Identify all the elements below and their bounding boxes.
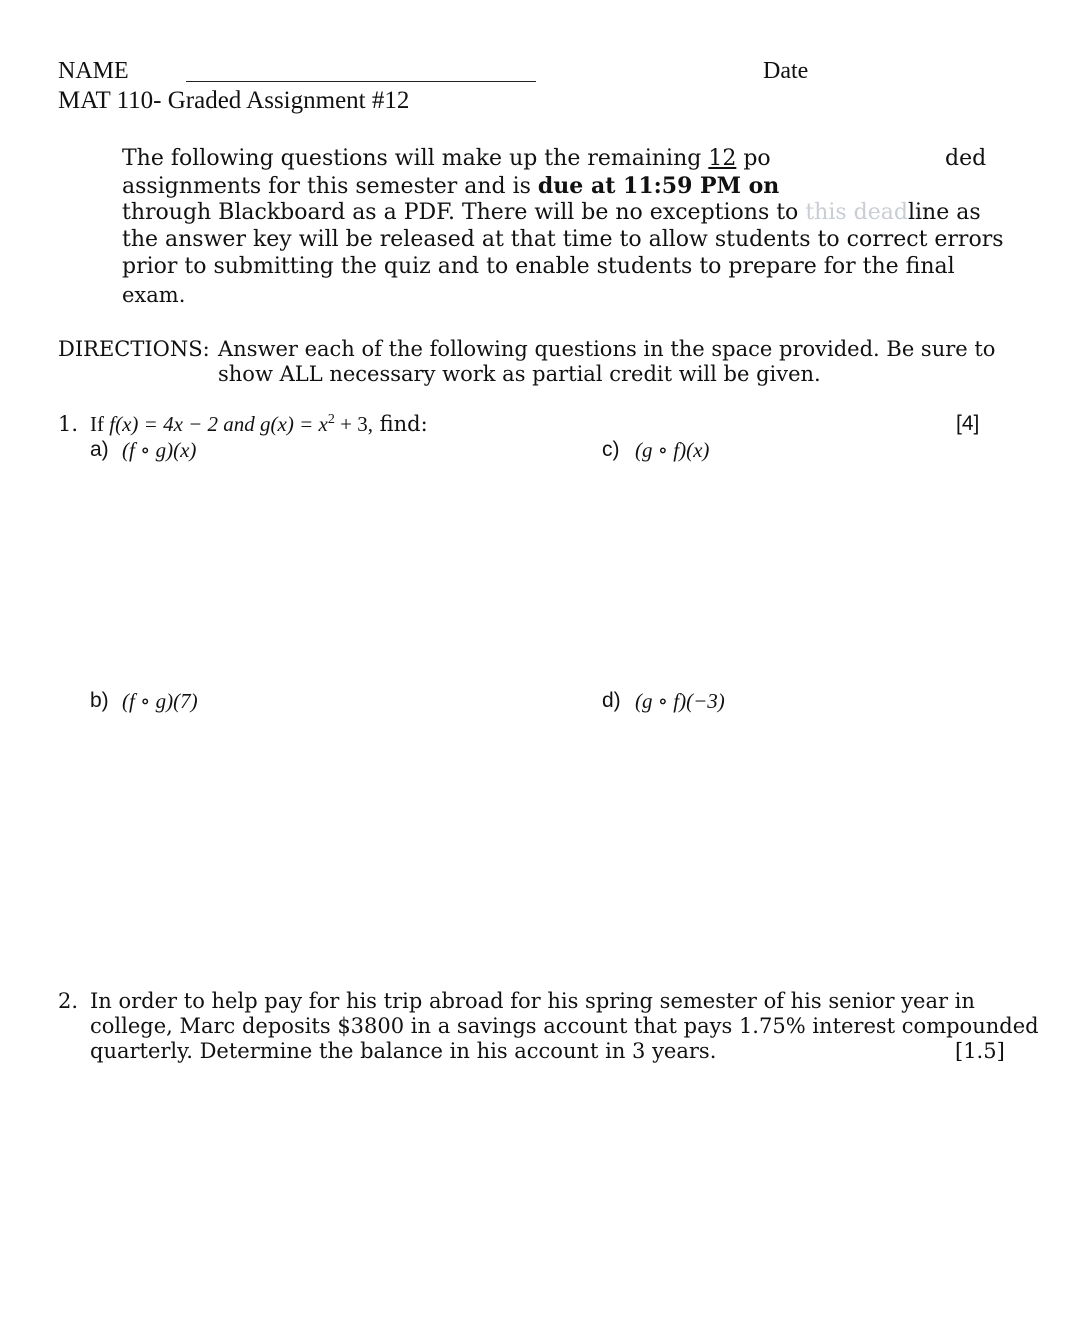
function-definitions: f(x) = 4x − 2 and g(x) = x bbox=[109, 412, 328, 436]
stem-constant: + 3, bbox=[334, 412, 373, 436]
directions-label: DIRECTIONS: bbox=[58, 337, 210, 361]
intro-text: The following questions will make up the remaining bbox=[122, 146, 709, 171]
points-count: 12 bbox=[708, 146, 737, 171]
question-2-number: 2. bbox=[58, 989, 79, 1013]
date-label: Date bbox=[763, 58, 809, 84]
part-b-letter: b) bbox=[90, 689, 109, 712]
part-c-letter: c) bbox=[602, 438, 620, 461]
intro-text: line as bbox=[907, 200, 981, 225]
intro-line-5: prior to submitting the quiz and to enable students to prepare for the final bbox=[122, 254, 955, 279]
intro-line-1-fragment: ded bbox=[945, 146, 987, 171]
question-2-line-1: In order to help pay for his trip abroad for his spring semester of his senior year in bbox=[90, 989, 975, 1013]
question-2-points: [1.5] bbox=[955, 1039, 1005, 1063]
intro-text: po bbox=[736, 146, 771, 171]
name-label: NAME bbox=[58, 58, 129, 84]
directions-line-1: Answer each of the following questions in the space provided. Be sure to bbox=[218, 337, 996, 361]
part-a-letter: a) bbox=[90, 438, 109, 461]
part-d-expression: (g ∘ f)(−3) bbox=[635, 689, 725, 713]
question-1-points: [4] bbox=[956, 412, 980, 435]
stem-if: If bbox=[90, 412, 110, 436]
part-d-letter: d) bbox=[602, 689, 621, 712]
intro-line-2 bbox=[122, 173, 779, 199]
faded-text: this dead bbox=[805, 200, 908, 225]
intro-line-6: exam. bbox=[122, 283, 186, 307]
assignment-title: MAT 110- Graded Assignment #12 bbox=[58, 87, 410, 114]
question-1-stem bbox=[90, 412, 428, 437]
question-1-number: 1. bbox=[58, 412, 79, 436]
part-c-expression: (g ∘ f)(x) bbox=[635, 438, 710, 462]
intro-line-1 bbox=[122, 146, 771, 171]
part-b-expression: (f ∘ g)(7) bbox=[122, 689, 198, 713]
directions-line-2: show ALL necessary work as partial credit will be given. bbox=[218, 362, 821, 386]
intro-line-4: the answer key will be released at that time to allow students to correct errors bbox=[122, 227, 1004, 252]
name-blank-line bbox=[186, 81, 536, 82]
intro-text: assignments for this semester and is bbox=[122, 174, 538, 199]
due-date-text: due at 11:59 PM on bbox=[537, 173, 780, 199]
exponent: 2 bbox=[327, 412, 335, 427]
part-a-expression: (f ∘ g)(x) bbox=[122, 438, 197, 462]
intro-text: through Blackboard as a PDF. There will be no exceptions to bbox=[122, 200, 806, 225]
question-2-line-3: quarterly. Determine the balance in his account in 3 years. bbox=[90, 1039, 717, 1063]
question-2-line-2: college, Marc deposits $3800 in a savings account that pays 1.75% interest compounded bbox=[90, 1014, 1039, 1038]
stem-find: find: bbox=[372, 412, 428, 436]
intro-line-3 bbox=[122, 200, 981, 225]
